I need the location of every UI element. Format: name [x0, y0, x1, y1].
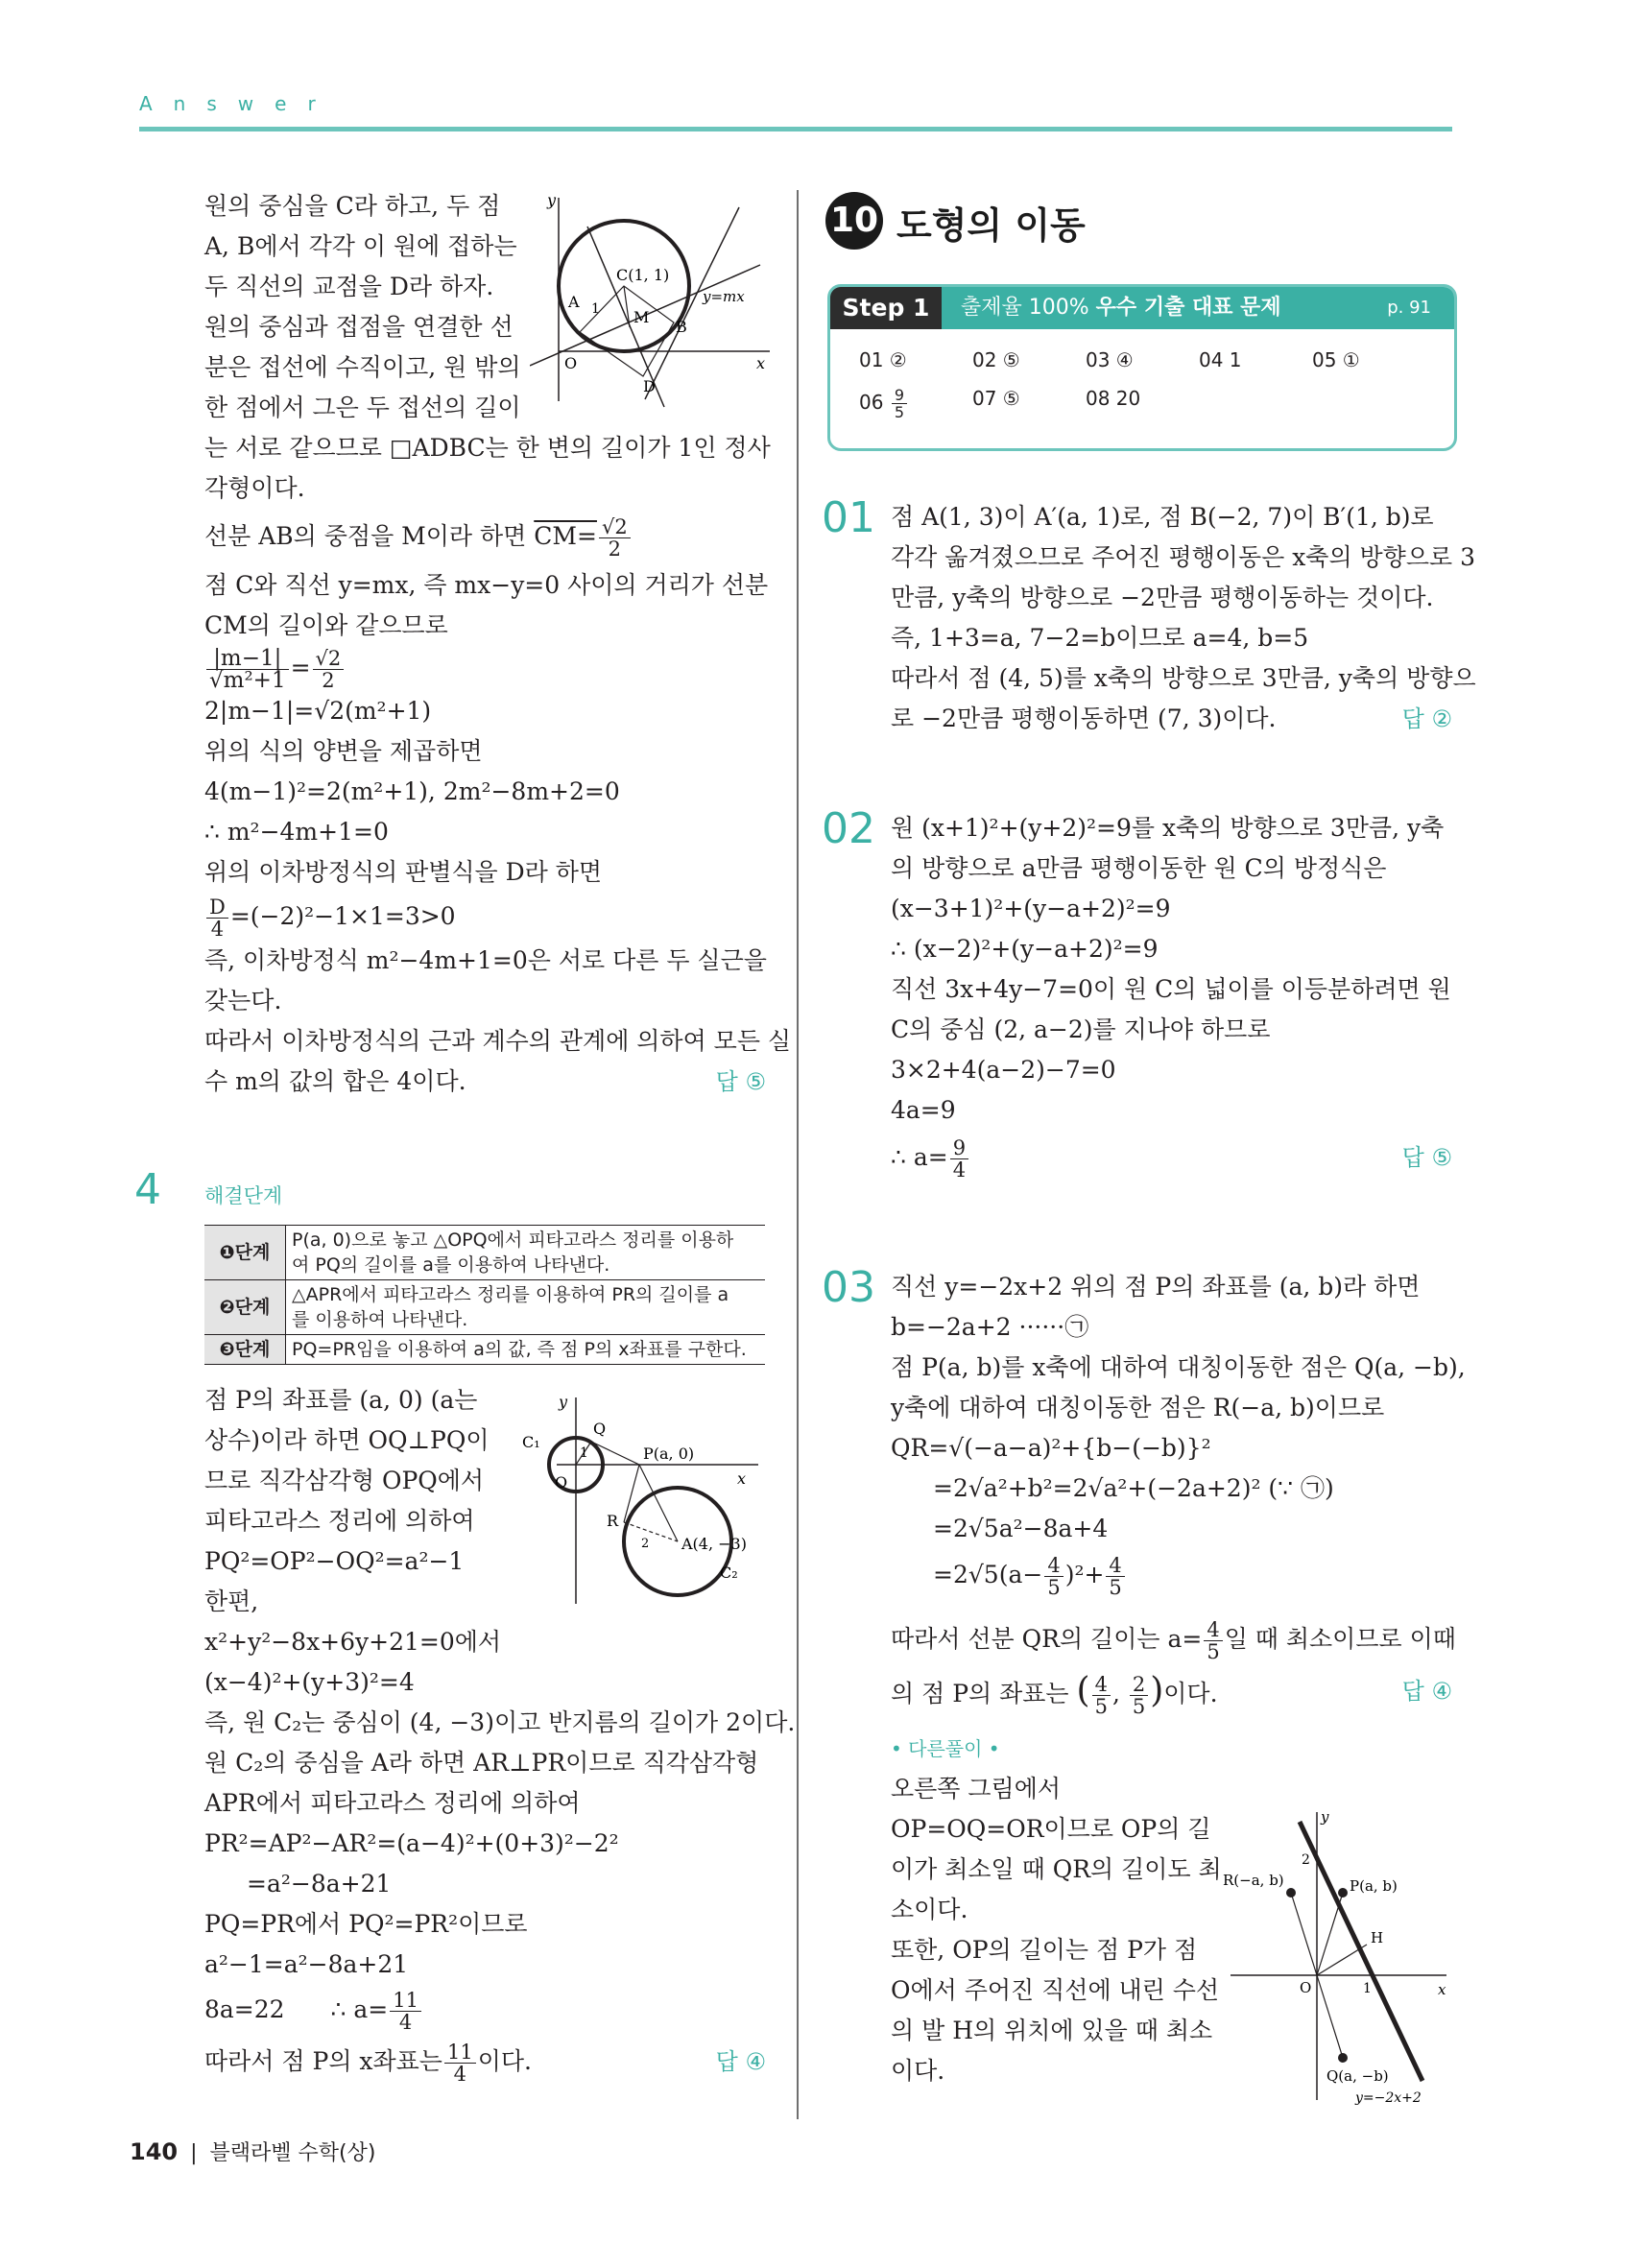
fraction: [950, 1137, 968, 1181]
text-line: PQ=PR에서 PQ²=PR²이므로: [204, 1910, 528, 1938]
text-line: PR²=AP²−AR²=(a−4)²+(0+3)²−2²: [204, 1829, 619, 1857]
step-label: ❸단계: [204, 1335, 286, 1365]
eq-text: =2: [933, 1561, 968, 1588]
text-line: 상수)이라 하면 OQ⊥PQ이: [204, 1426, 490, 1454]
step-page-ref: p. 91: [1387, 298, 1431, 318]
frac-num: 9: [950, 1137, 968, 1159]
text-line: =a²−8a+21: [247, 1870, 392, 1898]
figure-two-circles: [518, 1388, 770, 1609]
y-axis-label: y: [1321, 1808, 1329, 1826]
fraction-equation: [204, 646, 766, 691]
text-line: 직선 y=−2x+2 위의 점 P의 좌표를 (a, b)라 하면: [891, 1273, 1421, 1301]
x-axis-label: x: [1438, 1981, 1446, 1998]
text-line: 직선 3x+4y−7=0이 원 C의 넓이를 이등분하려면 원: [891, 975, 1451, 1003]
text-line: 한편,: [204, 1588, 259, 1615]
problem-number-03: 03: [822, 1263, 875, 1312]
table-row: [204, 1226, 765, 1280]
problem-number-02: 02: [822, 804, 875, 853]
text-line: (x−3+1)²+(y−a+2)²=9: [891, 895, 1171, 922]
text-line: QR=√(−a−a)²+{b−(−b)}²: [891, 1434, 1211, 1462]
midpoint-text: 선분 AB의 중점을 M이라 하면: [204, 522, 527, 550]
problem-01-solution: [891, 497, 1476, 739]
problem-number-4: 4: [134, 1165, 161, 1214]
text-line: 원의 중심을 C라 하고, 두 점: [204, 192, 501, 220]
step-answer: 07 ⑤: [972, 387, 1020, 410]
answer-label: 답 ⑤: [1401, 1144, 1452, 1171]
fraction: [1204, 1619, 1222, 1662]
answer-line: 의 점 P의 좌표는 ( $\frac{4}{5}$ , $\frac{2}{5}$ )이다. 답 ④: [891, 1664, 1452, 1721]
step-text: [286, 1335, 766, 1365]
eq-text: 5(a−: [983, 1561, 1043, 1588]
text-line: 따라서 이차방정식의 근과 계수의 관계에 의하여 모든 실: [204, 1027, 792, 1055]
text-line: O에서 주어진 직선에 내린 수선: [891, 1976, 1220, 2004]
step-text-bold: 우수 기출 대표 문제: [1095, 296, 1281, 320]
answer-label: 답 ④: [1401, 1678, 1452, 1705]
step-answer-num: 06: [859, 391, 884, 414]
frac-den: 4: [398, 2011, 413, 2034]
frac-num: 2: [1130, 1674, 1148, 1696]
fraction: [206, 896, 228, 940]
text-line: CM의 길이와 같으므로: [204, 611, 448, 639]
text-line: b=−2a+2 ······㉠: [891, 1313, 1089, 1341]
y-intercept-label: 2: [1302, 1852, 1310, 1868]
answer-label: 답 ②: [1401, 705, 1452, 732]
h-label: H: [1371, 1929, 1384, 1946]
equal-sign: =: [290, 654, 311, 681]
step-answer: 02 ⑤: [972, 348, 1020, 371]
text-line: 2|m−1|=√2(m²+1): [204, 697, 432, 725]
eq-text: 따라서 선분 QR의 길이는 a=: [891, 1625, 1203, 1653]
point-m-label: M: [633, 308, 650, 326]
frac-den: 2: [608, 537, 622, 561]
segment-op: [1317, 1893, 1343, 1975]
eq-text: 일 때 최소이므로 이때: [1224, 1625, 1456, 1653]
alt-solution-heading: • 다른풀이 •: [891, 1737, 1000, 1760]
q-label: Q(a, −b): [1326, 2067, 1389, 2085]
frac-num: 11: [390, 1990, 421, 2012]
text-line: ∴ (x−2)²+(y−a+2)²=9: [891, 935, 1159, 963]
eq-text: 8a=22: [204, 1995, 285, 2023]
text-line: =2√a²+b²=2√a²+(−2a+2)² (∵ ㉠): [933, 1474, 1334, 1502]
text-line: 소이다.: [891, 1896, 968, 1923]
fraction: [1044, 1555, 1063, 1598]
eq-text: )²+: [1064, 1561, 1105, 1588]
text-line: 한 점에서 그은 두 접선의 길이: [204, 394, 521, 421]
step-label: ❷단계: [204, 1280, 286, 1335]
point-b-label: B: [676, 318, 687, 336]
chapter-number-badge: 10: [825, 192, 883, 250]
frac-den: 5: [1109, 1576, 1122, 1599]
radius-label: 1: [580, 1445, 588, 1461]
text-line: C의 중심 (2, a−2)를 지나야 하므로: [891, 1015, 1271, 1043]
text-line: 원 (x+1)²+(y+2)²=9를 x축의 방향으로 3만큼, y축: [891, 814, 1445, 842]
line-equation-label: y=−2x+2: [1355, 2090, 1422, 2106]
table-row: [204, 1335, 765, 1365]
frac-den: 5: [1047, 1576, 1061, 1599]
frac-den: 5: [1132, 1695, 1146, 1718]
text-line: 만큼, y축의 방향으로 −2만큼 평행이동하는 것이다.: [891, 584, 1434, 611]
page-header-label: Answer: [139, 92, 337, 115]
figure-circle-tangents: [530, 188, 779, 409]
text-line: 점 P(a, b)를 x축에 대하여 대칭이동한 점은 Q(a, −b),: [891, 1353, 1466, 1381]
a-label: A(4, −3): [681, 1535, 747, 1553]
square-adbc: [580, 286, 674, 376]
text-line: 또한, OP의 길이는 점 P가 점: [891, 1936, 1198, 1964]
line-equation-label: y=mx: [703, 288, 745, 305]
step-text-line: 여 PQ의 길이를 a를 이용하여 나타낸다.: [292, 1254, 610, 1276]
y-axis-label: y: [559, 1393, 568, 1411]
step-answer: 08 20: [1086, 387, 1141, 410]
line-y-neg2x-2: [1300, 1822, 1422, 2081]
problem-02-solution: [891, 808, 1452, 1184]
midpoint-line: [204, 516, 766, 560]
equation-line: [204, 1985, 766, 2035]
step-text: [286, 1280, 766, 1335]
frac-den: 4: [210, 918, 225, 941]
cm-text: CM=: [534, 522, 597, 550]
point-d-label: D: [643, 377, 656, 395]
text-line: (x−4)²+(y+3)²=4: [204, 1668, 415, 1696]
page-footer: 140 | 블랙라벨 수학(상): [130, 2138, 376, 2165]
frac-den: 5: [1207, 1640, 1220, 1663]
figure-reflection: [1221, 1802, 1456, 2110]
frac-num: |m−1|: [206, 648, 289, 670]
text-line: 오른쪽 그림에서: [891, 1775, 1061, 1802]
c2-label: C₂: [720, 1564, 738, 1582]
point-c-label: C(1, 1): [616, 266, 670, 284]
answer-line: [204, 1062, 766, 1102]
text-line: 위의 이차방정식의 판별식을 D라 하면: [204, 858, 603, 886]
side-length-label: 1: [591, 301, 600, 317]
solution-steps-heading: 해결단계: [204, 1184, 283, 1207]
text-line: ∴ m²−4m+1=0: [204, 818, 389, 846]
frac-num: 4: [1106, 1555, 1124, 1577]
origin-label: O: [1300, 1979, 1312, 1996]
fraction: [599, 516, 631, 560]
frac-den: 5: [1094, 1695, 1108, 1718]
text-line: 이다.: [891, 2057, 945, 2085]
step-text-line: 를 이용하여 나타낸다.: [292, 1309, 468, 1330]
fraction: [206, 648, 289, 691]
frac-num: 4: [1204, 1619, 1222, 1641]
problem-number-01: 01: [822, 493, 875, 542]
step-header: [830, 287, 1454, 329]
step-answer: [859, 387, 909, 420]
frac-num: D: [206, 896, 228, 919]
frac-num: 9: [892, 387, 907, 404]
text-line: OP=OQ=OR이므로 OP의 길: [891, 1815, 1211, 1843]
frac-den: 5: [894, 403, 904, 421]
text-line: 4(m−1)²=2(m²+1), 2m²−8m+2=0: [204, 777, 620, 805]
solution-steps-table: [204, 1225, 765, 1365]
fraction: [892, 387, 907, 420]
x-intercept-label: 1: [1363, 1981, 1372, 1996]
step-answer: 04 1: [1199, 348, 1242, 371]
segment-or: [1291, 1893, 1317, 1975]
step-label: ❶단계: [204, 1226, 286, 1280]
text-line: 점 A(1, 3)이 A′(a, 1)로, 점 B(−2, 7)이 B′(1, b)로: [891, 503, 1434, 531]
text-line: 4a=9: [891, 1096, 956, 1124]
origin-label: O: [555, 1473, 568, 1492]
fraction: [444, 2041, 476, 2085]
table-row: [204, 1280, 765, 1335]
chapter-title: 도형의 이동: [896, 204, 1086, 247]
text-line: 이가 최소일 때 QR의 길이도 최: [891, 1855, 1222, 1883]
header-rule: [139, 127, 1452, 131]
answer-label: 답 ④: [715, 2048, 766, 2075]
text-line: 의 발 H의 위치에 있을 때 최소: [891, 2017, 1213, 2044]
text-line: 즉, 원 C₂는 중심이 (4, −3)이고 반지름의 길이가 2이다.: [204, 1708, 796, 1736]
eq-text: ∴ a=: [891, 1143, 948, 1171]
segment-cm: [624, 286, 630, 327]
text-line: =2√5a²−8a+4: [933, 1515, 1109, 1542]
fraction: [1130, 1674, 1148, 1717]
column-divider: [797, 190, 799, 2119]
q-label: Q: [593, 1420, 607, 1438]
eq-text: 따라서 점 P의 x좌표는: [204, 2047, 442, 2075]
text-line: APR에서 피타고라스 정리에 의하여: [204, 1789, 581, 1817]
text-line: PQ²=OP²−OQ²=a²−1: [204, 1547, 465, 1575]
frac-num: 4: [1044, 1555, 1063, 1577]
eq-text: ∴ a=: [330, 1995, 389, 2023]
origin-label: O: [564, 354, 578, 372]
frac-num: √2: [313, 648, 345, 670]
text-line: x²+y²−8x+6y+21=0에서: [204, 1628, 502, 1656]
text-line: 위의 식의 양변을 제곱하면: [204, 737, 483, 765]
p-label: P(a, b): [1350, 1877, 1398, 1895]
text-line: 는 서로 같으므로 □ADBC는 한 변의 길이가 1인 정사: [204, 434, 771, 462]
step-answer: 03 ④: [1086, 348, 1134, 371]
c1-label: C₁: [522, 1433, 540, 1451]
step-text: [286, 1226, 766, 1280]
answer-line: [891, 1131, 1452, 1184]
p-label: P(a, 0): [643, 1444, 695, 1463]
text-line: 의 방향으로 a만큼 평행이동한 원 C의 방정식은: [891, 854, 1387, 882]
fraction: [1092, 1674, 1111, 1717]
step-text-line: PQ=PR임을 이용하여 a의 값, 즉 점 P의 x좌표를 구한다.: [292, 1339, 747, 1360]
text-line: 따라서 점 (4, 5)를 x축의 방향으로 3만큼, y축의 방향으: [891, 664, 1476, 692]
text-line: A, B에서 각각 이 원에 접하는: [204, 232, 517, 260]
frac-den: √m²+1: [209, 668, 286, 693]
discriminant-equation: [204, 893, 766, 941]
step-label: Step 1: [830, 287, 942, 329]
book-title: 블랙라벨 수학(상): [209, 2141, 376, 2165]
text-line: 두 직선의 교점을 D라 하자.: [204, 273, 494, 300]
r-label: R(−a, b): [1223, 1872, 1284, 1889]
frac-num: √2: [599, 516, 631, 538]
frac-den: 4: [453, 2063, 467, 2086]
radius-2-label: 2: [641, 1537, 650, 1551]
fraction: [313, 648, 345, 691]
d-rest: =(−2)²−1×1=3>0: [229, 902, 456, 930]
step-text-plain: 출제율 100%: [961, 296, 1089, 320]
step-answer-box: [827, 284, 1457, 451]
x-axis-label: x: [756, 354, 766, 372]
text-line: 갖는다.: [204, 987, 282, 1015]
segment-oh: [1317, 1945, 1367, 1975]
text-line: a²−1=a²−8a+21: [204, 1950, 409, 1978]
frac-num: 11: [444, 2041, 476, 2064]
step-text-line: △APR에서 피타고라스 정리를 이용하여 PR의 길이를 a: [292, 1284, 729, 1305]
step-answer: 01 ②: [859, 348, 907, 371]
text-line: 각형이다.: [204, 474, 305, 502]
text-line: 즉, 이차방정식 m²−4m+1=0은 서로 다른 두 실근을: [204, 946, 767, 974]
step-description: [961, 287, 1281, 329]
text-line: 점 P의 좌표를 (a, 0) (a는: [204, 1386, 478, 1414]
text-line: 즉, 1+3=a, 7−2=b이므로 a=4, b=5: [891, 624, 1309, 652]
min-line: [891, 1614, 1456, 1664]
text-line: 원 C₂의 중심을 A라 하면 AR⊥PR이므로 직각삼각형: [204, 1749, 759, 1777]
frac-num: 4: [1092, 1674, 1111, 1696]
r-label: R: [607, 1512, 619, 1530]
y-axis-label: y: [547, 191, 557, 209]
eq-text: 의 점 P의 좌표는: [891, 1680, 1069, 1707]
step-answer: 05 ①: [1312, 348, 1360, 371]
answer-label: 답 ⑤: [715, 1068, 766, 1095]
eq-text: 이다.: [1163, 1680, 1218, 1707]
text-line: 원의 중심과 접점을 연결한 선: [204, 313, 514, 341]
conclusion-text: 수 m의 값의 합은 4이다.: [204, 1067, 466, 1095]
fraction: [390, 1990, 421, 2033]
text-line: 3×2+4(a−2)−7=0: [891, 1056, 1116, 1084]
equation-line: =2√5(a− $\frac{4}{5}$ )²+ $\frac{4}{5}$: [891, 1549, 1452, 1601]
answer-line: [891, 699, 1452, 739]
conclusion-text: 로 −2만큼 평행이동하면 (7, 3)이다.: [891, 704, 1277, 732]
segment-oq: [1317, 1975, 1343, 2058]
text-line: 점 C와 직선 y=mx, 즉 mx−y=0 사이의 거리가 선분: [204, 571, 769, 599]
text-line: 분은 접선에 수직이고, 원 밖의: [204, 353, 521, 381]
fraction: [1106, 1555, 1124, 1598]
point-a-label: A: [568, 293, 580, 311]
step-text-line: P(a, 0)으로 놓고 △OPQ에서 피타고라스 정리를 이용하: [292, 1229, 734, 1251]
text-line: 피타고라스 정리에 의하여: [204, 1507, 475, 1535]
page-number: 140: [130, 2138, 179, 2165]
answer-line: [204, 2035, 766, 2089]
text-line: y축에 대하여 대칭이동한 점은 R(−a, b)이므로: [891, 1394, 1385, 1421]
x-axis-label: x: [737, 1469, 747, 1488]
text-line: 각각 옮겨졌으므로 주어진 평행이동은 x축의 방향으로 3: [891, 543, 1475, 571]
text-line: 므로 직각삼각형 OPQ에서: [204, 1467, 485, 1494]
frac-den: 2: [322, 669, 335, 692]
frac-den: 4: [952, 1158, 967, 1182]
eq-text: 이다.: [477, 2047, 532, 2075]
